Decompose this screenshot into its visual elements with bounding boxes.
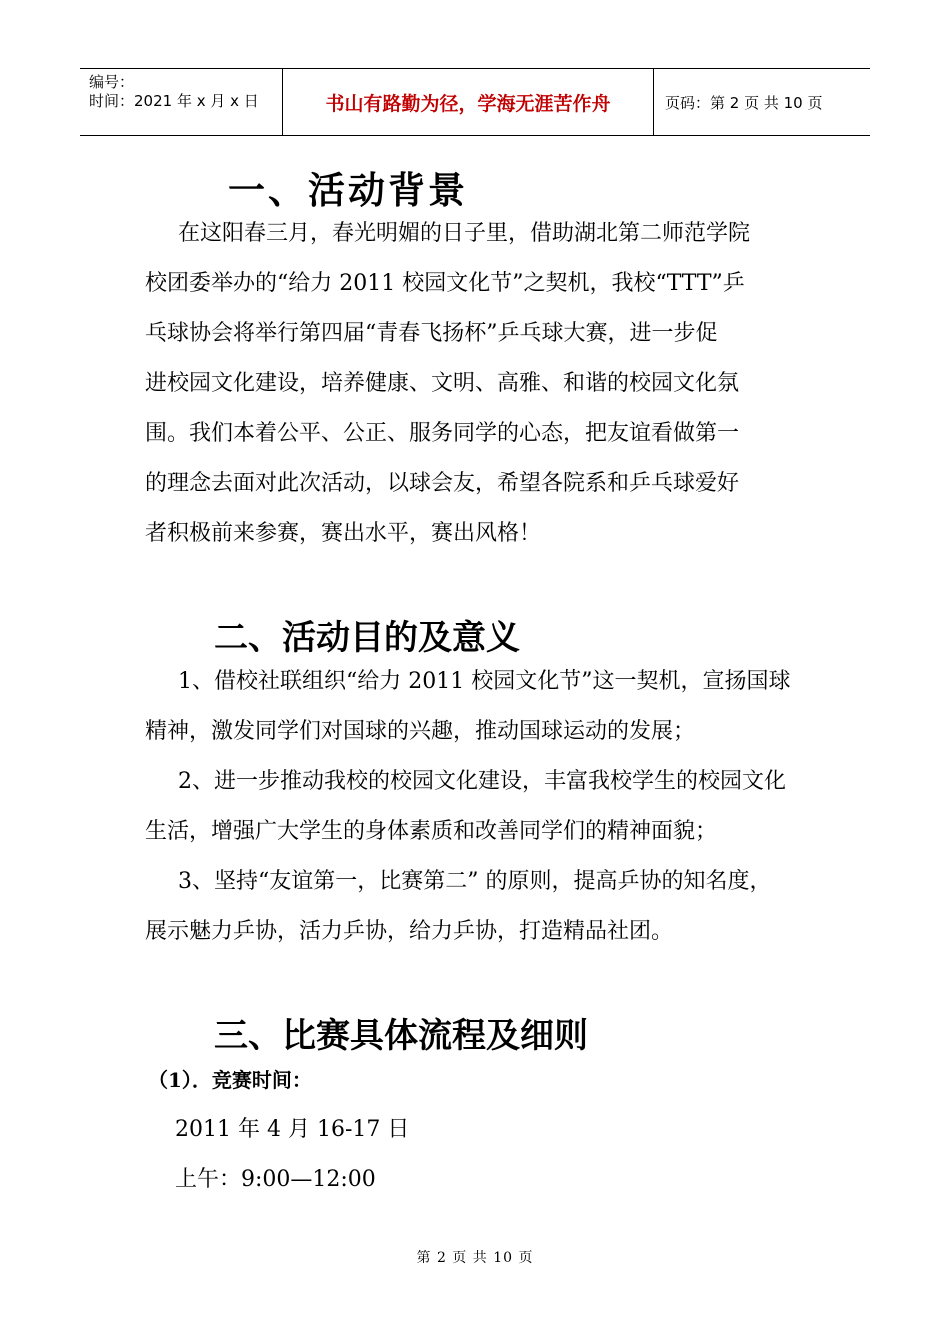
page-header <box>80 68 870 136</box>
header-info-cell <box>80 69 283 135</box>
paragraph-line: 生活，增强广大学生的身体素质和改善同学们的精神面貌； <box>145 819 718 844</box>
paragraph-line: 3、坚持“友谊第一，比赛第二” 的原则，提高乒协的知名度， <box>178 869 772 894</box>
paragraph-line: 在这阳春三月，春光明媚的日子里，借助湖北第二师范学院 <box>178 221 751 246</box>
paragraph-line: 精神，激发同学们对国球的兴趣，推动国球运动的发展； <box>145 719 696 744</box>
paragraph-line: 围。我们本着公平、公正、服务同学的心态，把友谊看做第一 <box>145 421 740 446</box>
paragraph-line: 进校园文化建设，培养健康、文明、高雅、和谐的校园文化氛 <box>145 371 740 396</box>
header-page-label: 页码：第 2 页 共 10 页 <box>665 93 823 112</box>
section-title-background: 一、活动背景 <box>228 168 468 212</box>
paragraph-line: 者积极前来参赛，赛出水平，赛出风格！ <box>145 521 542 546</box>
header-motto: 书山有路勤为径，学海无涯苦作舟 <box>283 69 654 135</box>
paragraph-line-date: 2011 年 4 月 16-17 日 <box>175 1117 410 1142</box>
paragraph-line-morning: 上午：9:00—12:00 <box>175 1167 376 1192</box>
paragraph-line: 的理念去面对此次活动，以球会友，希望各院系和乒乓球爱好 <box>145 471 740 496</box>
subsection-title-time: （1）．竞赛时间： <box>148 1068 312 1092</box>
section-title-purpose: 二、活动目的及意义 <box>214 618 520 658</box>
paragraph-line: 1、借校社联组织“给力 2011 校园文化节”这一契机，宣扬国球 <box>178 669 791 694</box>
section-title-procedure: 三、比赛具体流程及细则 <box>214 1016 588 1056</box>
paragraph-line: 2、进一步推动我校的校园文化建设，丰富我校学生的校园文化 <box>178 769 786 794</box>
paragraph-line: 校团委举办的“给力 2011 校园文化节”之契机，我校“TTT”乒 <box>145 271 745 296</box>
page-footer: 第 2 页 共 10 页 <box>416 1250 534 1266</box>
paragraph-line: 展示魅力乒协，活力乒协，给力乒协，打造精品社团。 <box>145 919 674 944</box>
time-label: 时间：2021 年 x 月 x 日 <box>89 92 259 110</box>
paragraph-line: 乓球协会将举行第四届“青春飞扬杯”乒乓球大赛，进一步促 <box>145 321 718 346</box>
number-label: 编号： <box>89 73 135 91</box>
